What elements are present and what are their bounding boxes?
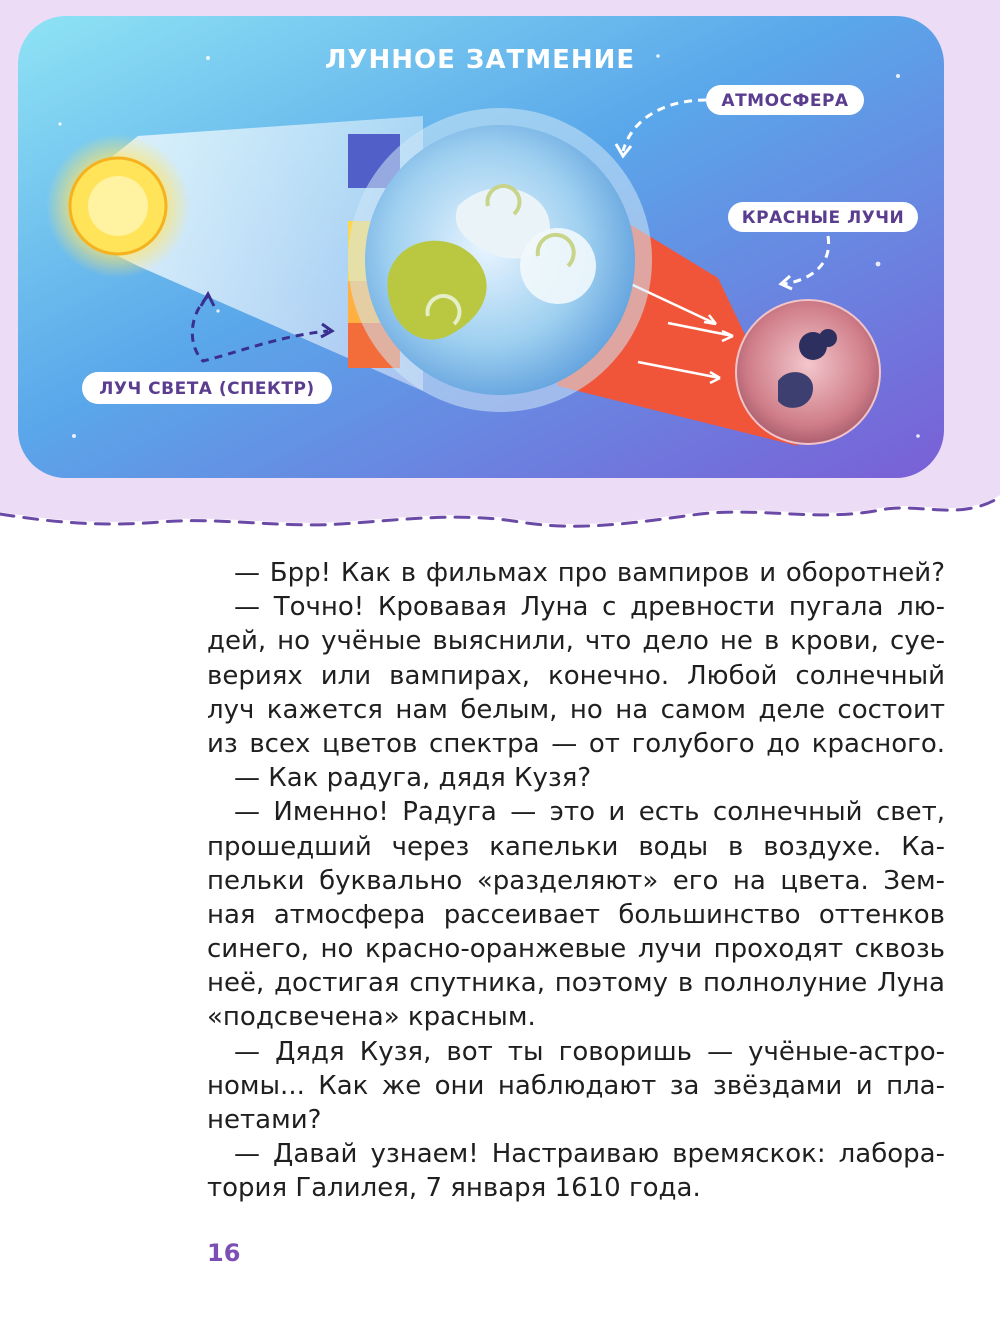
svg-text:КРАСНЫЕ ЛУЧИ: КРАСНЫЕ ЛУЧИ <box>741 208 905 228</box>
label-atmosphere <box>706 85 864 115</box>
text-line: дей, но учёные выяснили, что дело не в крови, суе- <box>207 626 945 657</box>
story-text <box>207 556 945 1206</box>
page-number: 16 <box>207 1239 241 1267</box>
text-line: ная атмосфера рассеивает большинство оттенков <box>207 899 945 930</box>
text-line: — Давай узнаем! Настраиваю времяскок: лабора- <box>234 1139 945 1170</box>
earth-icon <box>348 108 652 412</box>
text-line: — Брр! Как в фильмах про вампиров и оборотней? <box>234 558 945 588</box>
text-line: — Как радуга, дядя Кузя? <box>234 763 592 794</box>
svg-text:ЛУЧ СВЕТА (СПЕКТР): ЛУЧ СВЕТА (СПЕКТР) <box>99 379 315 399</box>
text-line: пельки буквально «разделяют» его на цвета. Зем- <box>207 865 945 896</box>
label-red-rays <box>728 202 918 232</box>
moon-icon <box>736 300 880 444</box>
text-line: вериях или вампирах, конечно. Любой солнечный <box>207 660 945 691</box>
text-line: «подсвечена» красным. <box>207 1002 536 1033</box>
text-line: луч кажется нам белым, но на самом деле состоит <box>207 694 945 725</box>
text-line: тория Галилея, 7 января 1610 года. <box>207 1173 701 1204</box>
text-line: прошедший через капельки воды в воздухе. Ка- <box>207 831 945 862</box>
text-line: из всех цветов спектра — от голубого до красного. <box>207 728 945 759</box>
label-light-ray <box>82 372 332 404</box>
text-line: номы... Как же они наблюдают за звёздами и пла- <box>207 1070 945 1101</box>
lunar-eclipse-illustration <box>18 16 944 478</box>
sun-icon <box>46 134 190 278</box>
illustration-title: ЛУННОЕ ЗАТМЕНИЕ <box>324 45 636 75</box>
text-line: — Точно! Кровавая Луна с древности пугала лю- <box>234 592 945 623</box>
text-line: — Именно! Радуга — это и есть солнечный свет, <box>234 797 945 828</box>
svg-text:АТМОСФЕРА: АТМОСФЕРА <box>721 91 849 111</box>
text-line: неё, достигая спутника, поэтому в полнолуние Луна <box>207 968 945 999</box>
text-line: синего, но красно-оранжевые лучи проходят сквозь <box>207 934 945 965</box>
text-line: — Дядя Кузя, вот ты говоришь — учёные-астро- <box>234 1036 945 1067</box>
text-line: нетами? <box>207 1105 322 1135</box>
